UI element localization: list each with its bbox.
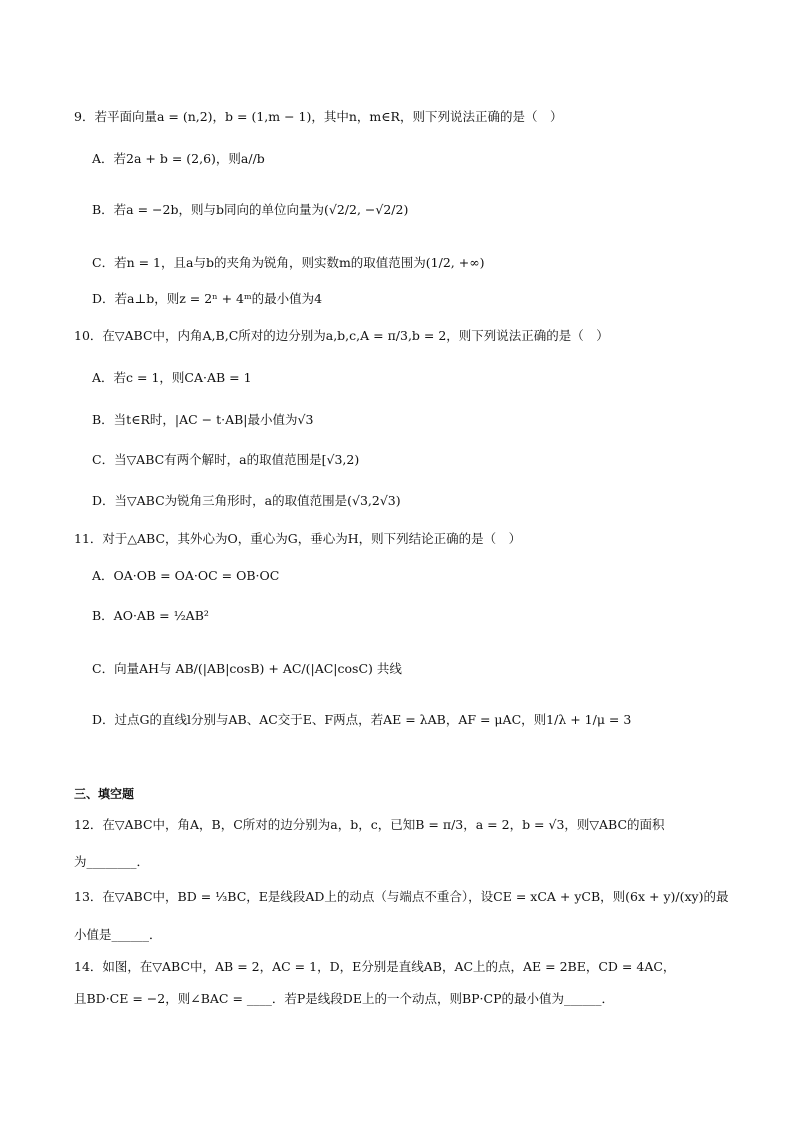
q14-line2: 且BD·CE = −2，则∠BAC = ____．若P是线段DE上的一个动点，则BP·CP的最小值为______． [74, 991, 614, 1006]
q13-line1: 13．在▽ABC中，BD = ⅓BC，E是线段AD上的动点（与端点不重合），设CE = xCA + yCB，则(6x + y)/(xy)的最 [74, 889, 729, 904]
q10-option-b: B．当t∈R时，|AC − t·AB|最小值为√3 [92, 412, 314, 427]
section-title: 三、填空题 [74, 787, 135, 801]
q9-option-c: C．若n = 1，且a与b的夹角为锐角，则实数m的取值范围为(1/2, +∞) [92, 255, 485, 270]
q13-line2: 小值是______． [74, 927, 162, 942]
q14-line1: 14．如图，在▽ABC中，AB = 2，AC = 1，D，E分别是直线AB，AC上的点，AE = 2BE，CD = 4AC， [74, 959, 676, 974]
q10-option-a: A．若c = 1，则CA·AB = 1 [92, 370, 252, 385]
q11-option-b: B．AO·AB = ½AB² [92, 608, 209, 623]
q12-line1: 12．在▽ABC中，角A，B，C所对的边分别为a，b，c，已知B = π/3，a = 2，b = √3，则▽ABC的面积 [74, 817, 665, 832]
q10-option-d: D．当▽ABC为锐角三角形时，a的取值范围是(√3,2√3) [92, 493, 401, 508]
q12-line2: 为________． [74, 854, 150, 869]
q9-option-d: D．若a⊥b，则z = 2ⁿ + 4ᵐ的最小值为4 [92, 291, 323, 306]
q10-option-c: C．当▽ABC有两个解时，a的取值范围是[√3,2) [92, 452, 360, 467]
q9-stem: 9．若平面向量a = (n,2)，b = (1,m − 1)，其中n，m∈R，则下列说法正确的是（ ） [74, 109, 563, 124]
q11-stem: 11．对于△ABC，其外心为O，重心为G，垂心为H，则下列结论正确的是（ ） [74, 531, 522, 546]
q9-option-b: B．若a = −2b，则与b同向的单位向量为(√2/2, −√2/2) [92, 202, 409, 217]
q11-option-c: C．向量AH与 AB/(|AB|cosB) + AC/(|AC|cosC) 共线 [92, 661, 402, 676]
q9-option-a: A．若2a + b = (2,6)，则a//b [92, 151, 265, 166]
q11-option-a: A．OA·OB = OA·OC = OB·OC [92, 568, 280, 583]
q11-option-d: D．过点G的直线l分别与AB、AC交于E、F两点，若AE = λAB，AF = μAC，则1/λ + 1/μ = 3 [92, 712, 632, 727]
q10-stem: 10．在▽ABC中，内角A,B,C所对的边分别为a,b,c,A = π/3,b = 2，则下列说法正确的是（ ） [74, 328, 609, 343]
